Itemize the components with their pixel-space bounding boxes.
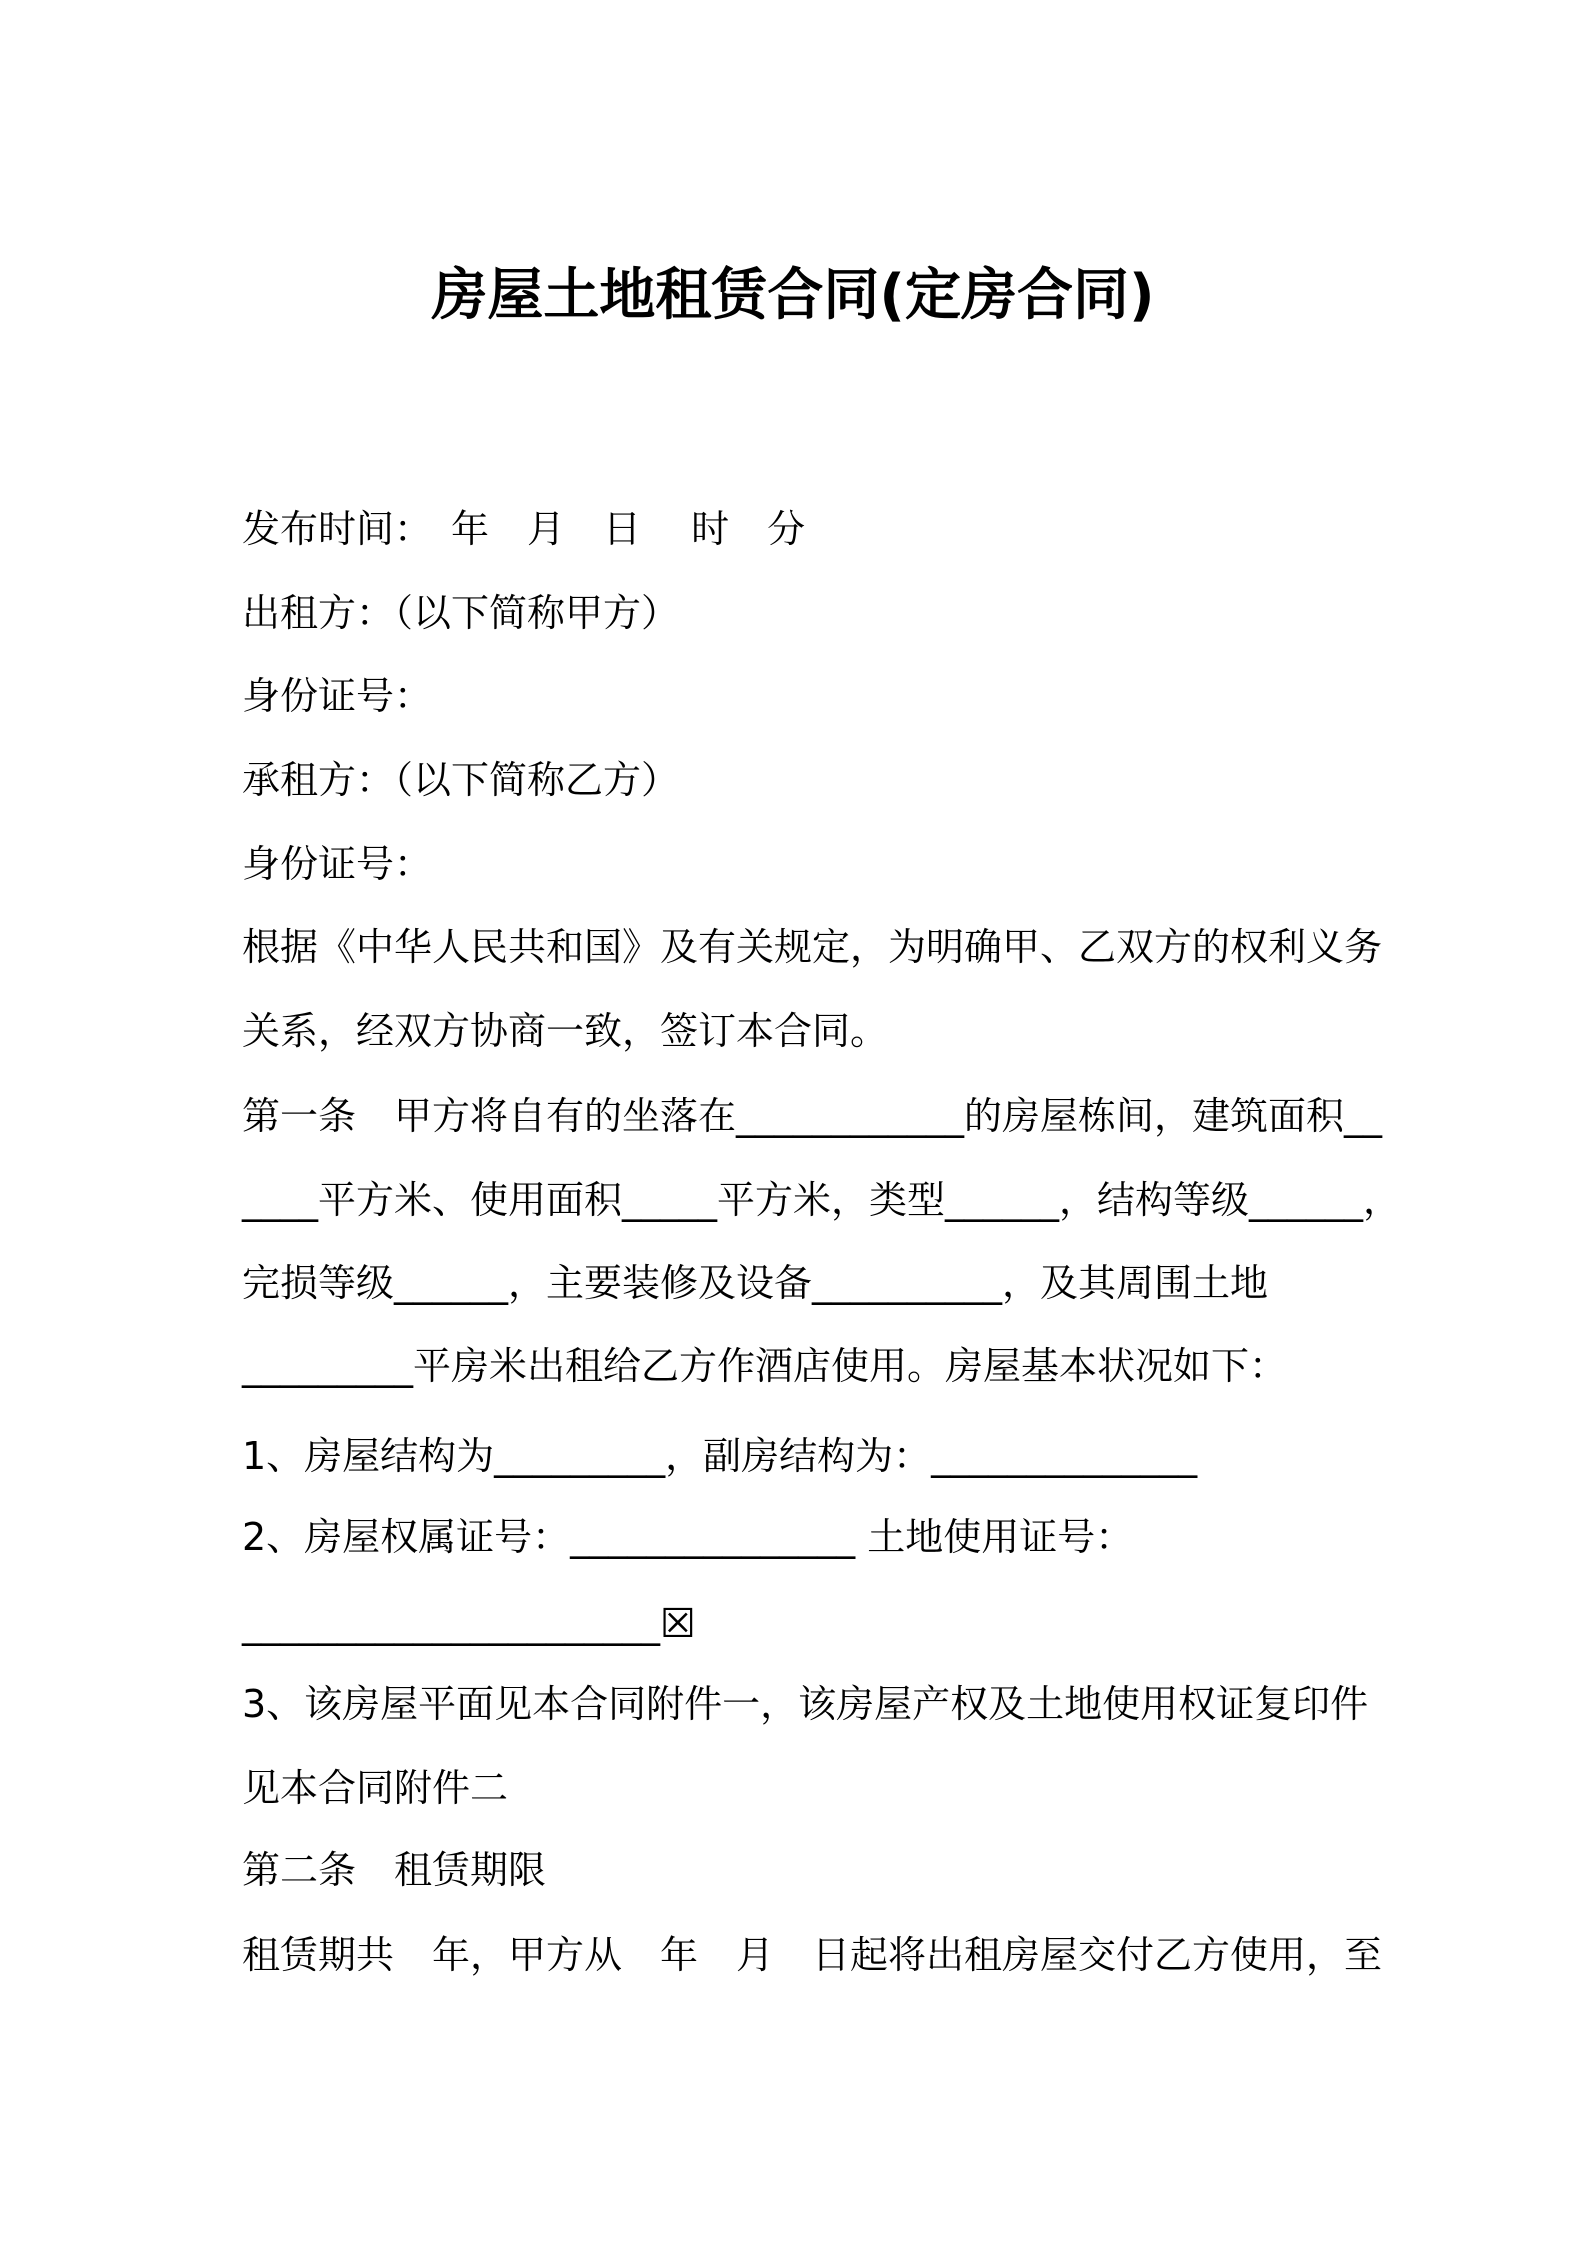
article-1-line: ____平方米、使用面积_____平方米，类型______，结构等级______， xyxy=(242,1178,1402,1222)
property-item-2-line: 2、房屋权属证号：_______________ 土地使用证号： xyxy=(242,1515,1134,1559)
article-2-heading: 第二条 租赁期限 xyxy=(242,1848,547,1892)
lessor-line: 出租方：（以下简称甲方） xyxy=(242,591,680,635)
property-item-3-line: 3、该房屋平面见本合同附件一，该房屋产权及土地使用权证复印件 xyxy=(242,1682,1369,1726)
property-item-1-line: 1、房屋结构为_________，副房结构为：______________ xyxy=(242,1434,1198,1478)
lessee-id-line: 身份证号： xyxy=(242,842,433,886)
article-1-line: _________平房米出租给乙方作酒店使用。房屋基本状况如下： xyxy=(242,1344,1288,1388)
checkbox-mark-icon: ☒ xyxy=(660,1601,696,1647)
publish-time-line: 发布时间： 年 月 日 时 分 xyxy=(242,507,806,551)
article-1-line: 完损等级______，主要装修及设备__________，及其周围土地 xyxy=(242,1261,1269,1305)
property-item-3-line: 见本合同附件二 xyxy=(242,1766,509,1810)
land-cert-blank-line xyxy=(242,1599,696,1649)
lessor-id-line: 身份证号： xyxy=(242,674,433,718)
lessee-line: 承租方：（以下简称乙方） xyxy=(242,758,680,802)
article-1-line: 第一条 甲方将自有的坐落在____________的房屋栋间，建筑面积__ xyxy=(242,1094,1383,1138)
preamble-line: 关系，经双方协商一致，签订本合同。 xyxy=(242,1009,889,1053)
land-cert-underline: ______________________ xyxy=(242,1602,660,1646)
preamble-line: 根据《中华人民共和国》及有关规定，为明确甲、乙双方的权利义务 xyxy=(242,925,1383,969)
article-2-line: 租赁期共 年，甲方从 年 月 日起将出租房屋交付乙方使用，至 xyxy=(242,1933,1383,1977)
document-title: 房屋土地租赁合同(定房合同) xyxy=(431,263,1155,328)
